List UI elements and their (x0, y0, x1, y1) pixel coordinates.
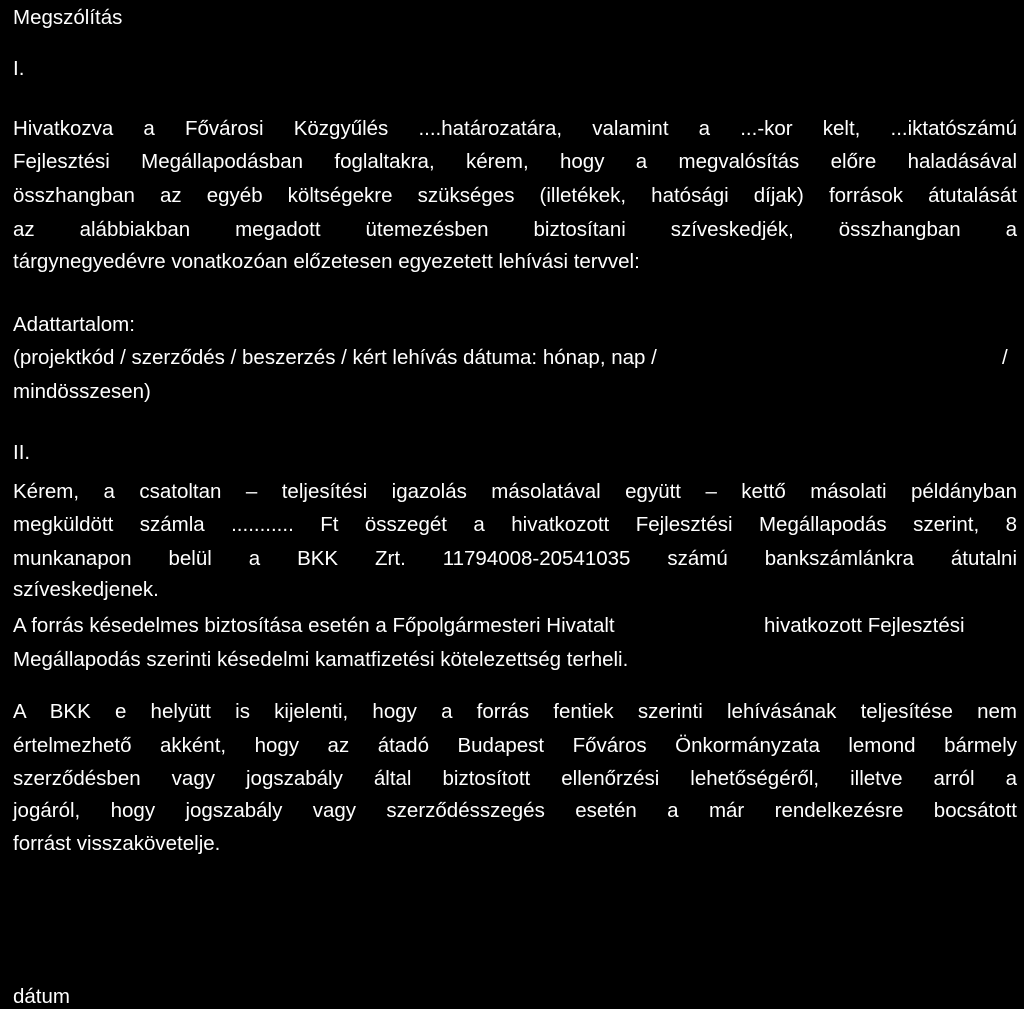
section2-paragraph1-line-3: munkanapon belül a BKK Zrt. 11794008-20541035 számú bankszámlánkra átutalni (13, 547, 1017, 570)
section1-paragraph-line-1: Hivatkozva a Fővárosi Közgyűlés ....határozatára, valamint a ...-kor kelt, ...iktatószámú (13, 117, 1017, 140)
section1-paragraph-line-5: tárgynegyedévre vonatkozóan előzetesen egyezetett lehívási tervvel: (13, 250, 640, 273)
section2-paragraph3-line-3: szerződésben vagy jogszabály által biztosított ellenőrzési lehetőségéről, illetve arról a (13, 767, 1017, 790)
section2-paragraph1-line-2: megküldött számla ........... Ft összegét a hivatkozott Fejlesztési Megállapodás szerint, 8 (13, 513, 1017, 536)
section1-paragraph-line-3: összhangban az egyéb költségekre szükséges (illetékek, hatósági díjak) források átutalását (13, 184, 1017, 207)
section2-paragraph3-line-5: forrást visszakövetelje. (13, 832, 221, 855)
section2-paragraph1-line-1: Kérem, a csatoltan – teljesítési igazolás másolatával együtt – kettő másolati példányban (13, 480, 1017, 503)
salutation: Megszólítás (13, 6, 123, 29)
data-content-line-3: mindösszesen) (13, 380, 151, 403)
section-numeral-2: II. (13, 441, 31, 464)
section2-paragraph3-line-2: értelmezhető akként, hogy az átadó Budapest Főváros Önkormányzata lemond bármely (13, 734, 1017, 757)
section2-paragraph3-line-1: A BKK e helyütt is kijelenti, hogy a forrás fentiek szerinti lehívásának teljesítése nem (13, 700, 1017, 723)
section2-paragraph2-line-1-right: hivatkozott Fejlesztési (764, 614, 965, 637)
section2-paragraph1-line-4: szíveskedjenek. (13, 578, 159, 601)
section2-paragraph2-line-1-left: A forrás késedelmes biztosítása esetén a Főpolgármesteri Hivatalt (13, 614, 615, 637)
section2-paragraph2-line-2: Megállapodás szerinti késedelmi kamatfizetési kötelezettség terheli. (13, 648, 629, 671)
section2-paragraph3-line-4: jogáról, hogy jogszabály vagy szerződésszegés esetén a már rendelkezésre bocsátott (13, 799, 1017, 822)
data-content-label: Adattartalom: (13, 313, 135, 336)
section-numeral-1: I. (13, 57, 25, 80)
data-content-separator: / (1002, 346, 1008, 369)
section1-paragraph-line-2: Fejlesztési Megállapodásban foglaltakra, kérem, hogy a megvalósítás előre haladásával (13, 150, 1017, 173)
date-label: dátum (13, 985, 70, 1008)
section1-paragraph-line-4: az alábbiakban megadott ütemezésben biztosítani szíveskedjék, összhangban a (13, 218, 1017, 241)
data-content-line-1: (projektkód / szerződés / beszerzés / kért lehívás dátuma: hónap, nap / (13, 346, 657, 369)
